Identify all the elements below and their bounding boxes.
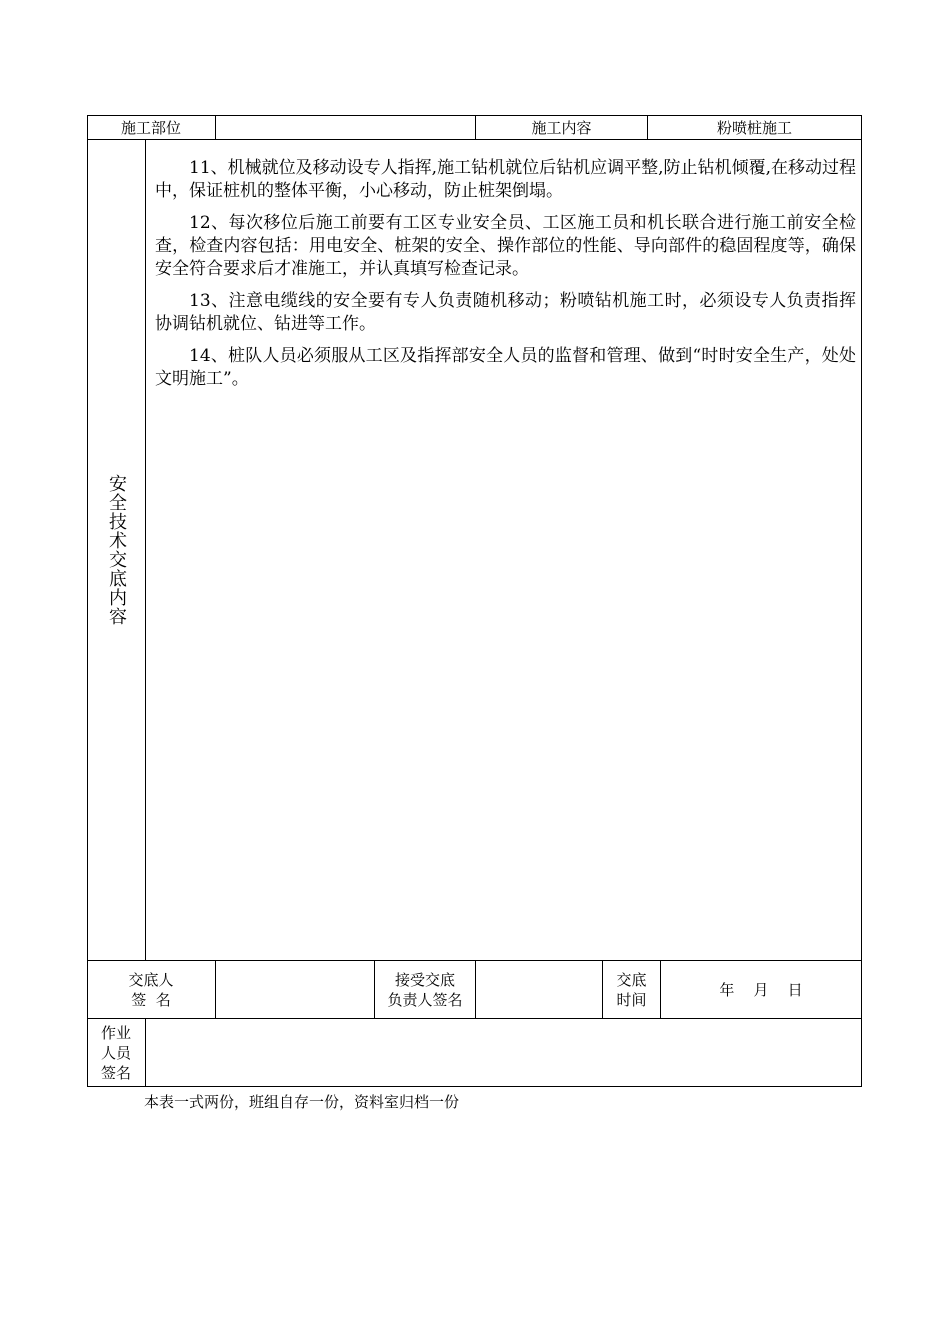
receiver-signature-field[interactable]: [476, 961, 602, 1018]
paragraph-14: 14、桩队人员必须服从工区及指挥部安全人员的监督和管理、做到“时时安全生产，处处文明施工”。: [155, 346, 856, 389]
paragraph-13: 13、注意电缆线的安全要有专人负责随机移动；粉喷钻机施工时，必须设专人负责指挥协调钻机就位、钻进等工作。: [155, 291, 856, 334]
receiver-label-line1: 接受交底: [394, 970, 455, 989]
border-bottom: [87, 1086, 862, 1087]
workers-label-line1: 作业: [100, 1023, 131, 1042]
section-side-label: [87, 139, 145, 960]
presenter-label-line1: 交底人: [128, 970, 174, 989]
presenter-label-line2: 签 名: [131, 990, 171, 1009]
paragraph-11: 11、机械就位及移动设专人指挥,施工钻机就位后钻机应调平整,防止钻机倾覆,在移动过程中，保证桩机的整体平衡，小心移动，防止桩架倒塌。: [155, 158, 856, 201]
workers-label: [87, 1019, 145, 1086]
time-label-line2: 时间: [616, 990, 647, 1009]
receiver-label-line2: 负责人签名: [387, 990, 463, 1009]
date-field[interactable]: 年 月 日: [719, 980, 803, 999]
time-label-line1: 交底: [616, 970, 647, 989]
paragraph-12: 12、每次移位后施工前要有工区专业安全员、工区施工员和机长联合进行施工前安全检查，检查内容包括：用电安全、桩架的安全、操作部位的性能、导向部件的稳固程度等，确保安全符合要求后才准施工，并认真填写检查记录。: [155, 213, 856, 279]
presenter-signature-field[interactable]: [216, 961, 374, 1018]
workers-label-line2: 人员: [100, 1043, 131, 1062]
presenter-label: [87, 961, 215, 1018]
workers-label-line3: 签名: [100, 1063, 131, 1082]
workers-signature-field[interactable]: [146, 1019, 861, 1086]
footer-note: 本表一式两份，班组自存一份，资料室归档一份: [144, 1093, 460, 1111]
section-content: [145, 139, 862, 960]
receiver-label: [375, 961, 475, 1018]
time-label: [603, 961, 660, 1018]
safety-briefing-form: [87, 115, 862, 1087]
content-label: 施工内容: [531, 118, 592, 137]
location-label: 施工部位: [120, 118, 181, 137]
section-side-label-text: 安全技术交底内容: [106, 473, 127, 626]
location-value[interactable]: [216, 116, 475, 139]
content-value: 粉喷桩施工: [716, 118, 792, 137]
